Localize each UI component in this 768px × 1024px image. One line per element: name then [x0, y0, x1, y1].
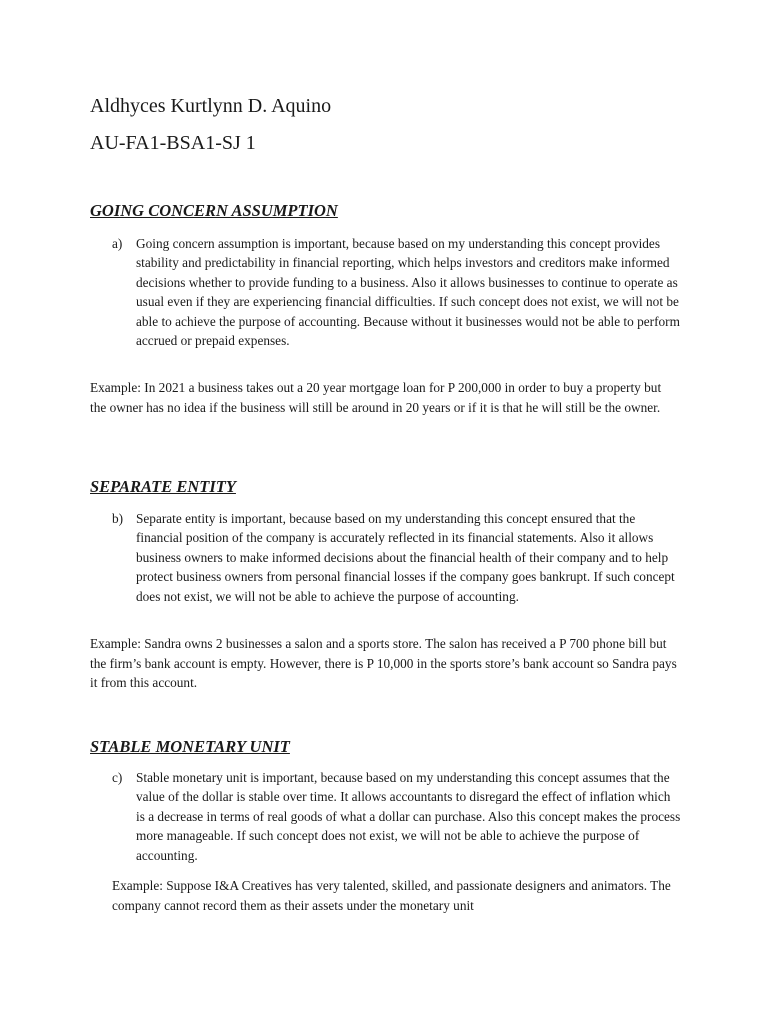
section-heading-separate-entity: SEPARATE ENTITY: [90, 477, 236, 496]
section-code: AU-FA1-BSA1-SJ 1: [90, 132, 256, 154]
example-separate-entity: Example: Sandra owns 2 businesses a salon and a sports store. The salon has received a P 700 phone bill but the firm’s bank account is empty. However, there is P 10,000 in the sports store’s bank account so Sandra pays it from this account.: [90, 636, 677, 691]
list-marker: b): [112, 511, 124, 526]
list-item-separate-entity: [112, 509, 682, 606]
list-item-text: Stable monetary unit is important, because based on my understanding this concept assumes that the value of the dollar is stable over time. It allows accountants to disregard the effect of inflation which is a decrease in terms of real goods of what a dollar can purchase. Also this concept makes the process more manageable. If such concept does not exist, we will not be able to achieve the purpose of accounting.: [136, 770, 681, 863]
author-name: Aldhyces Kurtlynn D. Aquino: [90, 95, 332, 117]
list-marker: c): [112, 770, 123, 785]
list-item-text: Going concern assumption is important, because based on my understanding this concept provides stability and predictability in financial reporting, which helps investors and creditors make informed decisions whether to provide funding to a business. Also it allows businesses to continue to operate as usual even if they are experiencing financial difficulties. If such concept does not exist, we will not be able to achieve the purpose of accounting. Because without it businesses would not be able to perform accrued or prepaid expenses.: [136, 236, 680, 349]
list-item-going-concern: [112, 234, 682, 350]
list-item-stable-monetary-unit: [112, 768, 682, 865]
section-heading-going-concern: GOING CONCERN ASSUMPTION: [90, 201, 338, 220]
list-item-text: Separate entity is important, because based on my understanding this concept ensured that the financial position of the company is accurately reflected in its financial statements. Also it allows business owners to make informed decisions about the financial health of their company and to help protect business owners from personal financial losses if the company goes bankrupt. If such concept does not exist, we will not be able to achieve the purpose of accounting.: [136, 511, 675, 604]
example-stable-monetary-unit: Example: Suppose I&A Creatives has very talented, skilled, and passionate designers and animators. The company cannot record them as their assets under the monetary unit: [112, 878, 671, 913]
list-marker: a): [112, 236, 123, 251]
example-going-concern: Example: In 2021 a business takes out a 20 year mortgage loan for P 200,000 in order to buy a property but the owner has no idea if the business will still be around in 20 years or if it is that he will still be the owner.: [90, 380, 662, 415]
section-heading-stable-monetary-unit: STABLE MONETARY UNIT: [90, 737, 290, 756]
